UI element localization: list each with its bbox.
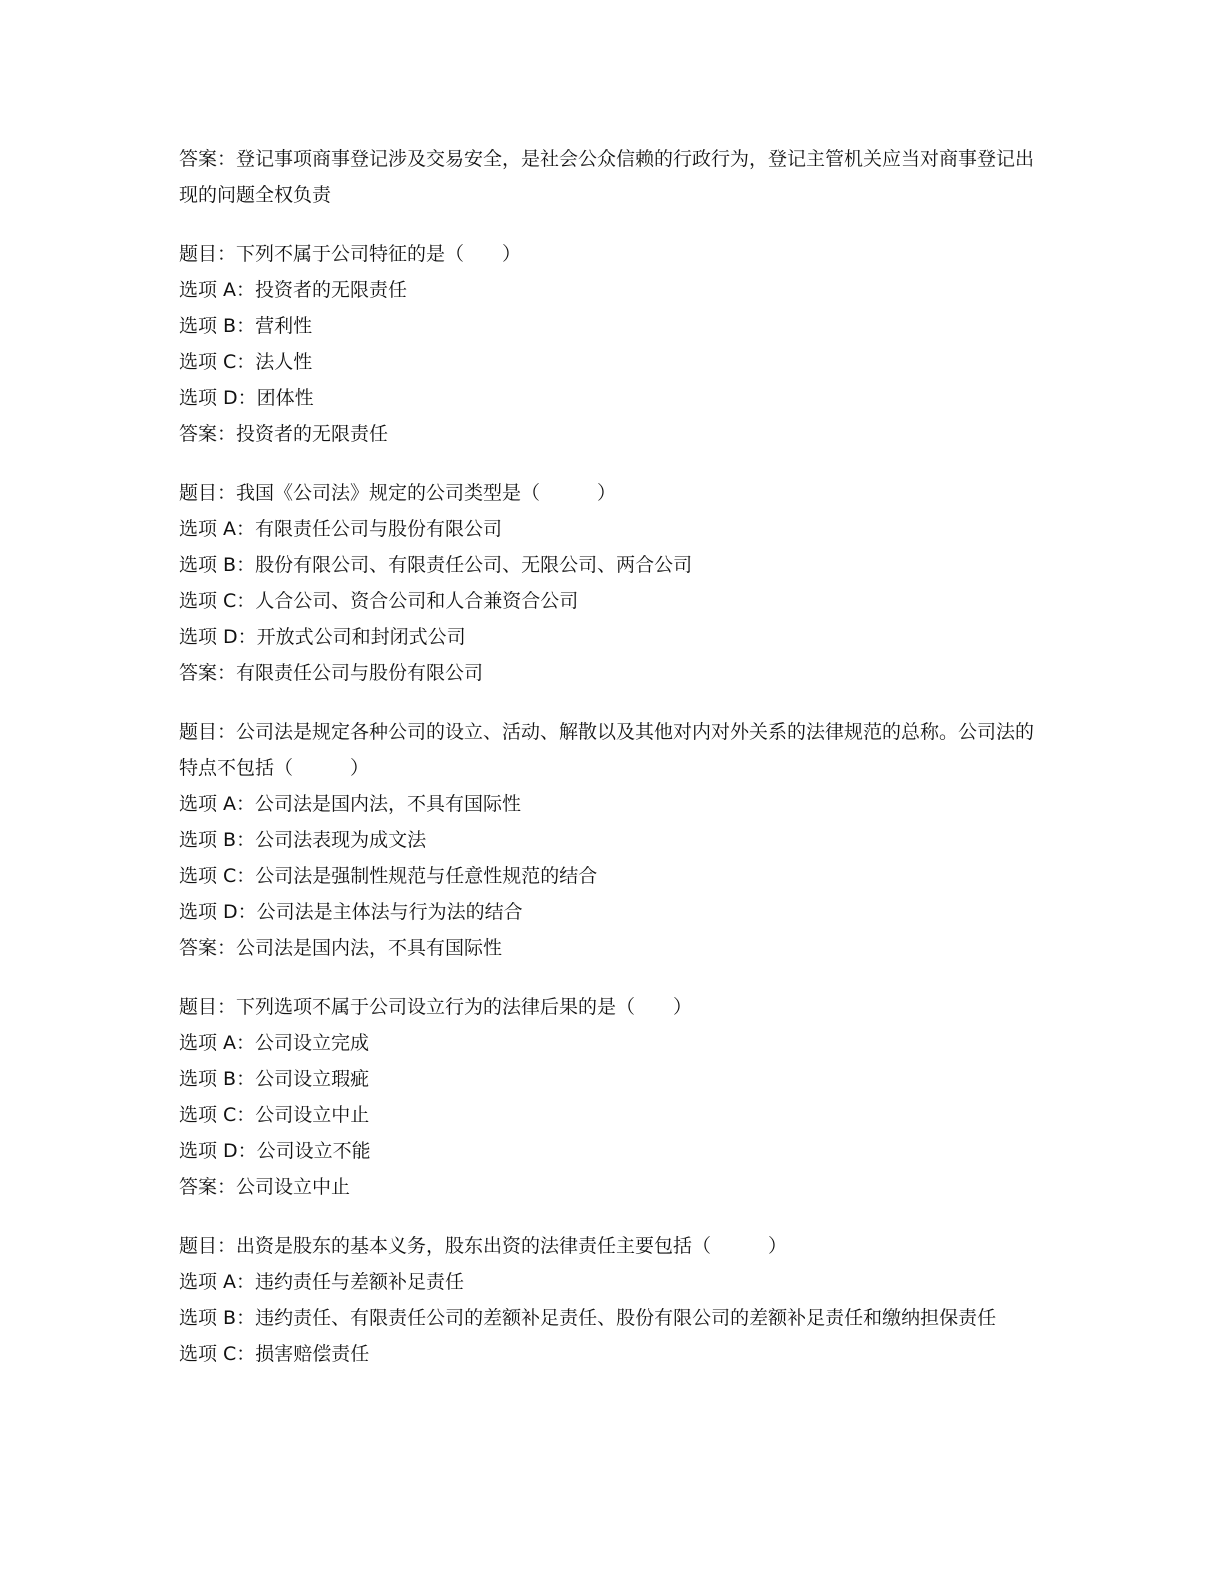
answer-text: 答案：投资者的无限责任 — [179, 423, 389, 445]
option-b: 选项 B：股份有限公司、有限责任公司、无限公司、两合公司 — [179, 554, 693, 576]
option-b: 选项 B：公司法表现为成文法 — [179, 829, 427, 851]
option-c: 选项 C：人合公司、资合公司和人合兼资合公司 — [179, 590, 579, 612]
answer-text: 答案：公司设立中止 — [179, 1176, 351, 1198]
option-d: 选项 D：公司设立不能 — [179, 1140, 371, 1162]
document-page — [179, 141, 1039, 1395]
option-a: 选项 A：有限责任公司与股份有限公司 — [179, 518, 503, 540]
answer-text: 答案：有限责任公司与股份有限公司 — [179, 662, 484, 684]
question-block-3 — [179, 714, 1039, 966]
question-block-2 — [179, 475, 1039, 691]
option-c: 选项 C：公司法是强制性规范与任意性规范的结合 — [179, 865, 598, 887]
option-c: 选项 C：法人性 — [179, 351, 313, 373]
option-b: 选项 B：营利性 — [179, 315, 313, 337]
answer-text: 答案：登记事项商事登记涉及交易安全，是社会公众信赖的行政行为，登记主管机关应当对商事登记出现的问题全权负责 — [179, 148, 1035, 206]
option-d: 选项 D：公司法是主体法与行为法的结合 — [179, 901, 523, 923]
option-b: 选项 B：公司设立瑕疵 — [179, 1068, 370, 1090]
option-d: 选项 D：团体性 — [179, 387, 314, 409]
option-a: 选项 A：违约责任与差额补足责任 — [179, 1271, 465, 1293]
option-a: 选项 A：投资者的无限责任 — [179, 279, 408, 301]
option-c: 选项 C：公司设立中止 — [179, 1104, 370, 1126]
question-text: 题目：公司法是规定各种公司的设立、活动、解散以及其他对内对外关系的法律规范的总称。公司法的特点不包括（ ） — [179, 721, 1035, 779]
option-a: 选项 A：公司设立完成 — [179, 1032, 370, 1054]
option-a: 选项 A：公司法是国内法，不具有国际性 — [179, 793, 522, 815]
option-b: 选项 B：违约责任、有限责任公司的差额补足责任、股份有限公司的差额补足责任和缴纳担保责任 — [179, 1307, 997, 1329]
question-text: 题目：我国《公司法》规定的公司类型是（ ） — [179, 482, 617, 504]
question-text: 题目：出资是股东的基本义务，股东出资的法律责任主要包括（ ） — [179, 1235, 788, 1257]
answer-text: 答案：公司法是国内法，不具有国际性 — [179, 937, 503, 959]
question-text: 题目：下列不属于公司特征的是（ ） — [179, 243, 522, 265]
option-d: 选项 D：开放式公司和封闭式公司 — [179, 626, 466, 648]
question-block-1 — [179, 236, 1039, 452]
question-block-5 — [179, 1228, 1039, 1372]
previous-answer-block — [179, 141, 1039, 213]
question-block-4 — [179, 989, 1039, 1205]
question-text: 题目：下列选项不属于公司设立行为的法律后果的是（ ） — [179, 996, 693, 1018]
option-c: 选项 C：损害赔偿责任 — [179, 1343, 370, 1365]
